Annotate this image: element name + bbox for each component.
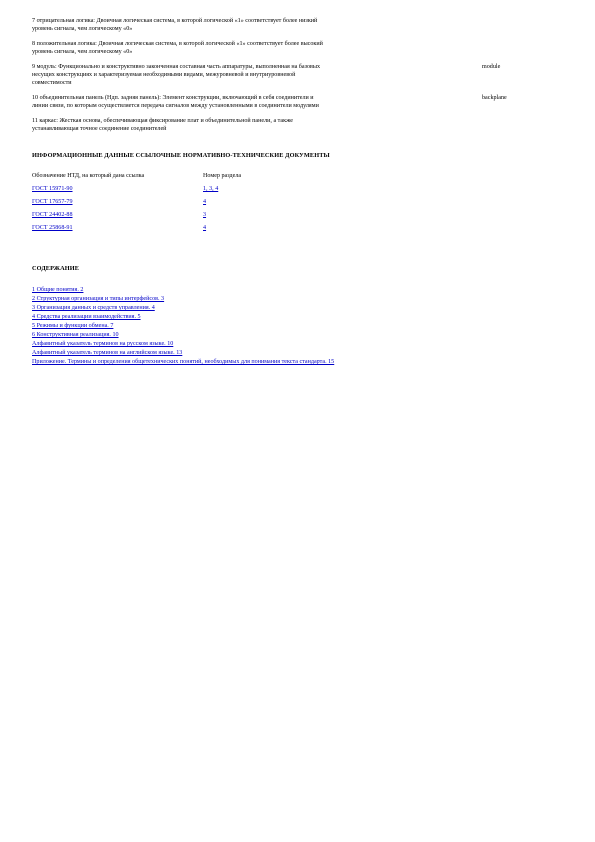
term-9-line-3: совместимости (32, 80, 72, 86)
references-heading: ИНФОРМАЦИОННЫЕ ДАННЫЕ ССЫЛОЧНЫЕ НОРМАТИВНО-ТЕХНИЧЕСКИЕ ДОКУМЕНТЫ (32, 152, 330, 159)
reference-doc-link[interactable]: ГОСТ 25868-91 (32, 225, 73, 231)
term-10-english: backplane (482, 95, 507, 101)
toc-item[interactable]: 3 Организация данных и средств управления. 4 (32, 305, 155, 311)
references-col1-header: Обозначение НТД, на который дана ссылка (32, 173, 145, 179)
term-8-line-2: уровень сигнала, чем логическому «0» (32, 49, 133, 55)
toc-heading: СОДЕРЖАНИЕ (32, 265, 80, 272)
reference-doc-link[interactable]: ГОСТ 17657-79 (32, 199, 73, 205)
toc-item[interactable]: Приложение. Термины и определения общетехнических понятий, необходимых для понимания текста стандарта. 15 (32, 359, 335, 365)
reference-section-link[interactable]: 3 (203, 212, 207, 218)
toc-item[interactable]: 5 Режимы и функции обмена. 7 (32, 323, 114, 329)
term-7-line-1: 7 отрицательная логика: Двоичная логическая система, в которой логической «1» соответствует более низкий (32, 18, 318, 24)
term-11-line-2: устанавливающая точное соединение соединителей (32, 126, 167, 132)
term-9-line-1: 9 модуль: Функционально и конструктивно законченная составная часть аппаратуры, выполненная на базовых (32, 64, 321, 70)
reference-doc-link[interactable]: ГОСТ 15971-90 (32, 186, 73, 192)
toc-item[interactable]: 6 Конструктивная реализация. 10 (32, 332, 119, 338)
term-9-english: module (482, 64, 501, 70)
toc-item[interactable]: 2 Структурная организация и типы интерфейсов. 3 (32, 296, 165, 302)
term-8-line-1: 8 положительная логика: Двоичная логическая система, в которой логической «1» соответствует более высокий (32, 41, 323, 47)
reference-section-link[interactable]: 4 (203, 199, 207, 205)
reference-section-link[interactable]: 4 (203, 225, 207, 231)
term-11-line-1: 11 каркас: Жесткая основа, обеспечивающая фиксирование плат и объединительной панели, а также (32, 118, 293, 124)
reference-section-link[interactable]: 1, 3, 4 (203, 186, 219, 192)
toc-item[interactable]: Алфавитный указатель терминов на русском языке. 10 (32, 341, 174, 347)
term-7-line-2: уровень сигнала, чем логическому «0» (32, 26, 133, 32)
references-col2-header: Номер раздела (203, 173, 242, 179)
toc-item[interactable]: Алфавитный указатель терминов на английском языке. 13 (32, 350, 183, 356)
reference-doc-link[interactable]: ГОСТ 24402-88 (32, 212, 73, 218)
term-10-line-2: линии связи, по которым осуществляется передача сигналов между установленными в соединители модулями (32, 103, 319, 109)
toc-item[interactable]: 4 Средства реализации взаимодействия. 5 (32, 314, 141, 320)
term-9-line-2: несущих конструкциях и характеризуемая необходимыми видами, межуровневой и внутриуровневой (32, 72, 296, 78)
term-10-line-1: 10 объединительная панель (Ндп. задняя панель): Элемент конструкции, включающий в себя соединители и (32, 95, 314, 101)
toc-item[interactable]: 1 Общие понятия. 2 (32, 287, 84, 293)
